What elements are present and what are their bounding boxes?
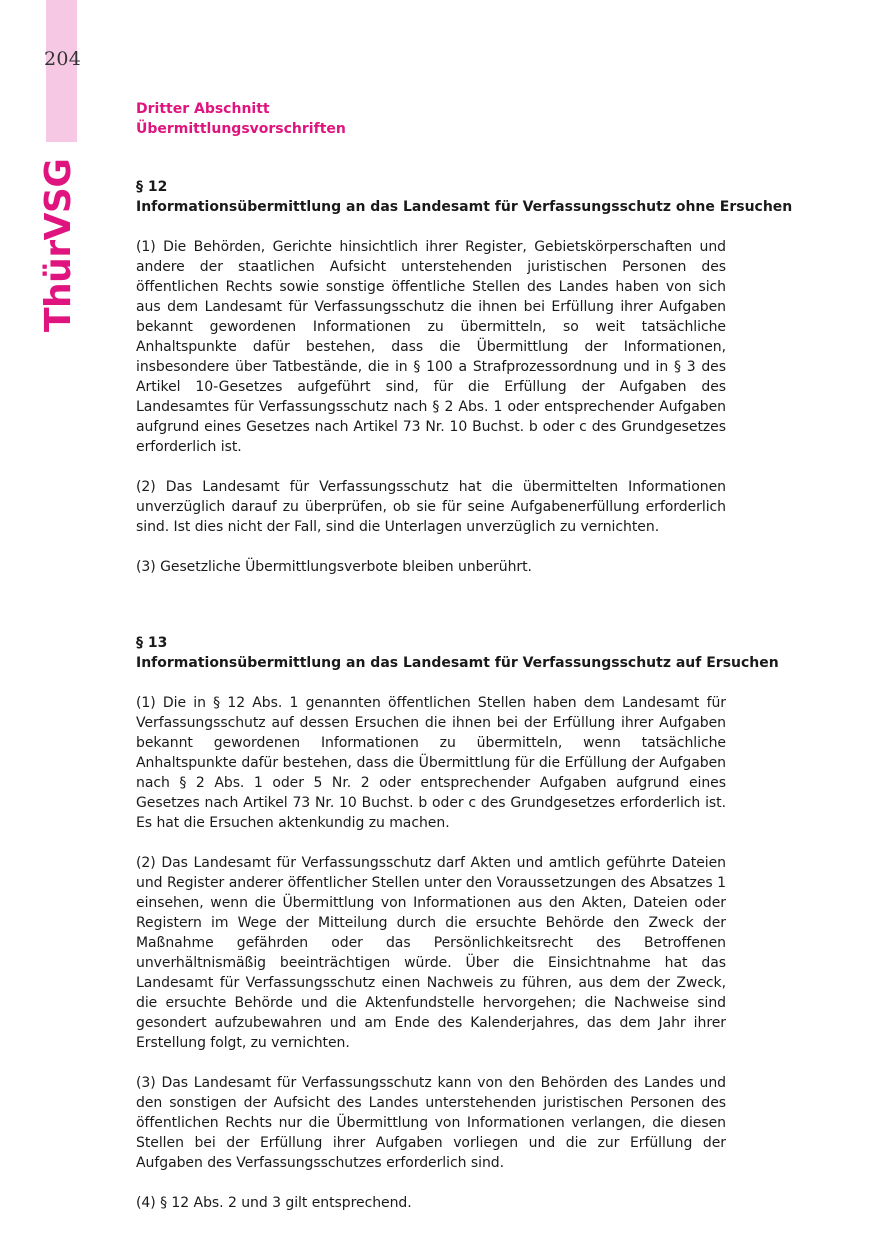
paragraph-number: § 12: [136, 179, 168, 195]
subsection-text: (1) Die Behörden, Gerichte hinsichtlich ihrer Register, Gebietskörperschaften und andere der staatlichen Aufsicht unterstehenden juristischen Personen des öffentlichen Rechts sowie sonstige öffentliche Stellen des Landes haben von sich aus dem Landesamt für Verfassungsschutz die ihnen bei Erfüllung ihrer Aufgaben bekannt gewordenen Informationen zu übermitteln, so weit tatsächliche Anhaltspunkte dafür bestehen, dass die Übermittlung der Informationen, insbesondere über Tatbestände, die in § 100 a Strafprozessordnung und in § 3 des Artikel 10-Gesetzes aufgeführt sind, für die Erfüllung der Aufgaben des Landesamtes für Verfassungsschutz nach § 2 Abs. 1 oder entsprechender Aufgaben aufgrund eines Gesetzes nach Artikel 73 Nr. 10 Buchst. b oder c des Grundgesetzes erforderlich ist.: [136, 239, 726, 455]
subsection-text: (2) Das Landesamt für Verfassungsschutz darf Akten und amtlich geführte Dateien und Register anderer öffentlicher Stellen unter den Voraussetzungen des Absatzes 1 einsehen, wenn die Übermittlung von Informationen aus den Akten, Dateien oder Registern im Wege der Mitteilung durch die ersuchte Behörde den Zweck der Maßnahme gefährden oder das Persönlichkeitsrecht des Betroffenen unverhältnismäßig beeinträchtigen würde. Über die Einsichtnahme hat das Landesamt für Verfassungsschutz einen Nachweis zu führen, aus dem der Zweck, die ersuchte Behörde und die Aktenfundstelle hervorgehen; die Nachweise sind gesondert aufzubewahren und am Ende des Kalenderjahres, das dem Jahr ihrer Erstellung folgt, zu vernichten.: [136, 855, 726, 1051]
page-tab-marker: [46, 0, 77, 142]
subsection-text: (3) Das Landesamt für Verfassungsschutz kann von den Behörden des Landes und den sonstigen der Aufsicht des Landes unterstehenden juristischen Personen des öffentlichen Rechts nur die Übermittlung von Informationen verlangen, die diesen Stellen bei der Erfüllung ihrer Aufgaben vorliegen und die zur Erfüllung der Aufgaben des Verfassungsschutzes erforderlich sind.: [136, 1075, 726, 1171]
paragraph-heading: [136, 633, 779, 673]
page-number: 204: [44, 48, 82, 70]
section-title: Übermittlungsvorschriften: [136, 121, 346, 137]
subsection-text: (1) Die in § 12 Abs. 1 genannten öffentlichen Stellen haben dem Landesamt für Verfassungsschutz auf dessen Ersuchen die ihnen bei der Erfüllung ihrer Aufgaben bekannt gewordenen Informationen zu übermitteln, wenn tatsächliche Anhaltspunkte dafür bestehen, dass die Übermittlung für die Erfüllung der Aufgaben nach § 2 Abs. 1 oder 5 Nr. 2 oder entsprechender Aufgaben aufgrund eines Gesetzes nach Artikel 73 Nr. 10 Buchst. b oder c des Grundgesetzes erforderlich ist. Es hat die Ersuchen aktenkundig zu machen.: [136, 695, 726, 831]
paragraph-12: [136, 177, 793, 577]
section-label: Dritter Abschnitt: [136, 101, 270, 117]
subsection-text: (3) Gesetzliche Übermittlungsverbote bleiben unberührt.: [136, 559, 532, 575]
paragraph-title: Informationsübermittlung an das Landesamt für Verfassungsschutz ohne Ersuchen: [136, 199, 793, 215]
section-heading: [136, 99, 726, 139]
paragraph-heading: [136, 177, 793, 217]
subsection-text: (4) § 12 Abs. 2 und 3 gilt entsprechend.: [136, 1195, 412, 1211]
paragraph-number: § 13: [136, 635, 168, 651]
law-abbreviation-title: ThürVSG: [38, 158, 79, 332]
subsection-text: (2) Das Landesamt für Verfassungsschutz hat die übermittelten Informationen unverzüglich darauf zu überprüfen, ob sie für seine Aufgabenerfüllung erforderlich sind. Ist dies nicht der Fall, sind die Unterlagen unverzüglich zu vernichten.: [136, 479, 726, 535]
document-body: [136, 99, 793, 1213]
paragraph-title: Informationsübermittlung an das Landesamt für Verfassungsschutz auf Ersuchen: [136, 655, 779, 671]
paragraph-13: [136, 633, 779, 1213]
